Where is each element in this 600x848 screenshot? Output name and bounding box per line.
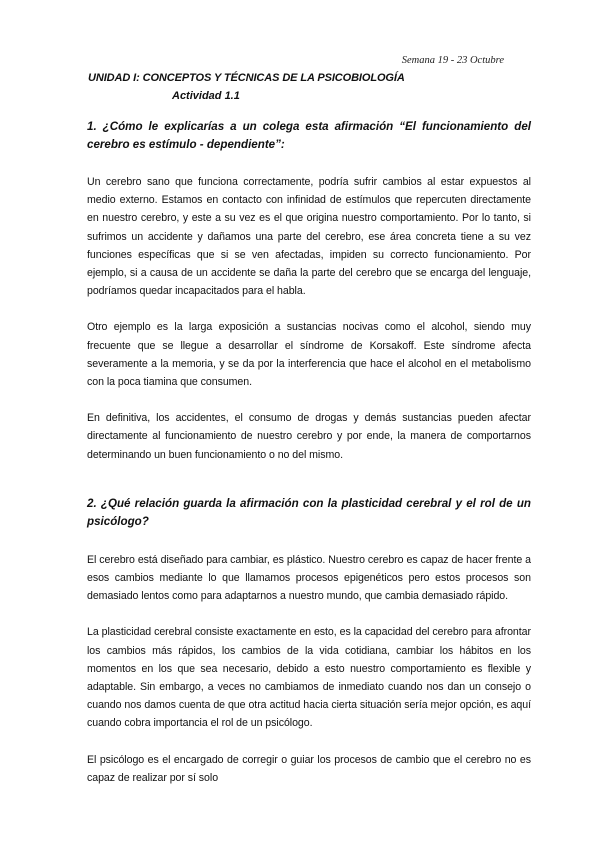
answer-2-paragraph-1: El cerebro está diseñado para cambiar, es plástico. Nuestro cerebro es capaz de hacer frente a esos cambios mediante lo que llamamos procesos epigenéticos pero estos procesos son demasiado lentos como para adaptarnos a nuestro mundo, que cambia demasiado rápido. [87, 553, 531, 603]
answer-1-paragraph-2: Otro ejemplo es la larga exposición a sustancias nocivas como el alcohol, siendo muy frecuente que se llegue a desarrollar el síndrome de Korsakoff. Este síndrome afecta severamente a la memoria, y se da por la interferencia que hace el alcohol en el metabolismo con la poca tiamina que consumen. [87, 321, 531, 389]
answer-2-paragraph-2: La plasticidad cerebral consiste exactamente en esto, es la capacidad del cerebro para afrontar los cambios más rápidos, los cambios de la vida cotidiana, cambiar los hábitos en los momentos en los que sea necesario, debido a esto nuestro comportamiento es flexible y adaptable. Sin embargo, a veces no cambiamos de inmediato cuando nos dan un consejo o cuando nos damos cuenta de que otra actitud hacia cierta situación sería mejor opción, es aquí cuando cobra importancia el rol de un psicólogo. [87, 626, 531, 730]
answer-1-paragraph-1: Un cerebro sano que funciona correctamente, podría sufrir cambios al estar expuestos al medio externo. Estamos en contacto con infinidad de estímulos que repercuten directamente en nuestro cerebro, y este a su vez es el que origina nuestro comportamiento. Por lo tanto, si sufrimos un accidente y dañamos una parte del cerebro, ese área concreta tiene a su vez funciones específicas que si se ven afectadas, impiden su correcto funcionamiento. Por ejemplo, si a causa de un accidente se daña la parte del cerebro que se encarga del lenguaje, podríamos quedar incapacitados para el habla. [87, 176, 531, 298]
answer-2-paragraph-3: El psicólogo es el encargado de corregir o guiar los procesos de cambio que el cerebro no es capaz de realizar por sí solo [87, 753, 531, 784]
answer-1-paragraph-3: En definitiva, los accidentes, el consumo de drogas y demás sustancias pueden afectar directamente al funcionamiento de nuestro cerebro y por ende, la manera de comportarnos determinando un buen funcionamiento o no del mismo. [87, 412, 531, 461]
week-label: Semana 19 - 23 Octubre [401, 55, 504, 66]
activity-title: Actividad 1.1 [172, 90, 240, 102]
question-1: 1. ¿Cómo le explicarías a un colega esta afirmación “El funcionamiento del cerebro es estímulo - dependiente”: [87, 120, 531, 151]
unit-title: UNIDAD I: CONCEPTOS Y TÉCNICAS DE LA PSICOBIOLOGÍA [88, 72, 405, 84]
question-2: 2. ¿Qué relación guarda la afirmación con la plasticidad cerebral y el rol de un psicólogo? [87, 496, 531, 528]
document-body [87, 118, 531, 787]
